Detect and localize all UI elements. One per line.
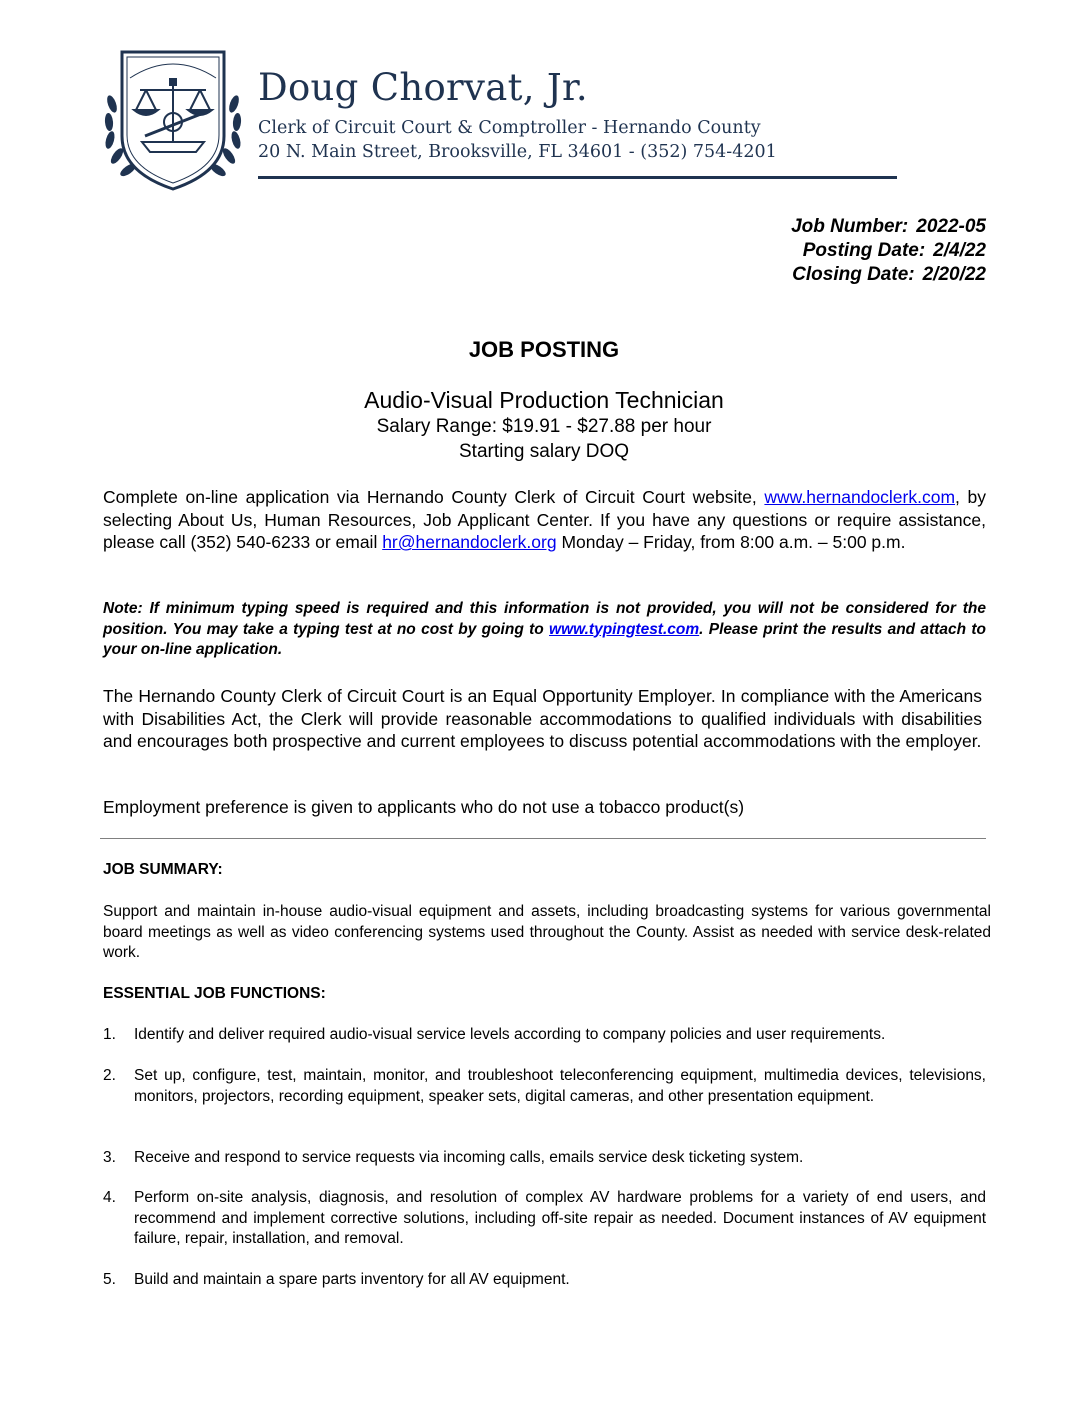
- list-item-text: Perform on-site analysis, diagnosis, and resolution of complex AV hardware problems for a variety of end users, and recommend and implement corrective solutions, including off-site repair as needed. Document instances of AV equipment failure, repair, installation, and removal.: [134, 1189, 986, 1247]
- position-title: Audio-Visual Production Technician: [364, 387, 724, 413]
- starting-salary: Starting salary DOQ: [459, 441, 629, 462]
- posting-date-value: 2/4/22: [933, 240, 986, 261]
- page-title: JOB POSTING: [468, 337, 620, 362]
- clerk-address: 20 N. Main Street, Brooksville, FL 34601 - (352) 754-4201: [258, 142, 777, 162]
- list-item-number: 4.: [103, 1189, 116, 1206]
- closing-date-label: Closing Date:: [792, 264, 915, 285]
- list-item: [103, 1188, 986, 1250]
- list-item-text: Receive and respond to service requests via incoming calls, emails service desk ticketing system.: [134, 1149, 804, 1166]
- job-number-line: [586, 216, 986, 238]
- tobacco-statement: Employment preference is given to applicants who do not use a tobacco product(s): [103, 797, 745, 817]
- apply-text-3: Monday – Friday, from 8:00 a.m. – 5:00 p.m.: [556, 532, 906, 552]
- list-item: [103, 1066, 986, 1107]
- application-instructions: [103, 486, 986, 554]
- posting-date-label: Posting Date:: [802, 240, 926, 261]
- list-item-text: Set up, configure, test, maintain, monitor, and troubleshoot teleconferencing equipment, multimedia devices, televisions, monitors, projectors, recording equipment, speaker sets, digital cameras, and other presentation equipment.: [134, 1067, 986, 1105]
- note-text-1: Note: If minimum typing speed is required and this information is not provided, you will not be considered for the position. You may take a typing test at no cost by going to: [103, 600, 986, 638]
- eeo-statement: The Hernando County Clerk of Circuit Court is an Equal Opportunity Employer. In compliance with the Americans with Disabilities Act, the Clerk will provide reasonable accommodations to qualified individuals with disabilities and encourages both prospective and current employees to discuss potential accommodations with the employer.: [103, 686, 982, 751]
- list-item-number: 5.: [103, 1271, 116, 1288]
- salary-range: Salary Range: $19.91 - $27.88 per hour: [376, 416, 712, 437]
- summary-heading: JOB SUMMARY:: [103, 861, 223, 878]
- email-link[interactable]: hr@hernandoclerk.org: [382, 532, 557, 552]
- clerk-title: Clerk of Circuit Court & Comptroller - Hernando County: [258, 118, 761, 138]
- list-item: [103, 1025, 986, 1046]
- letterhead-rule: [258, 176, 897, 179]
- list-item-text: Identify and deliver required audio-visual service levels according to company policies and user requirements.: [134, 1026, 886, 1043]
- clerk-name: Doug Chorvat, Jr.: [258, 66, 588, 109]
- note-text-2: . Please print the results and attach to your on-line application.: [103, 620, 986, 658]
- posting-date-line: [586, 240, 986, 262]
- section-divider: [100, 838, 986, 839]
- list-item-text: Build and maintain a spare parts inventory for all AV equipment.: [134, 1271, 570, 1288]
- list-item: [103, 1148, 986, 1169]
- website-link[interactable]: www.hernandoclerk.com: [764, 487, 956, 507]
- job-number-label: Job Number:: [791, 216, 909, 237]
- apply-text-2: , by selecting About Us, Human Resources, Job Applicant Center. If you have any questions or require assistance, please call (352) 540-6233 or email: [103, 487, 986, 552]
- typing-note: [103, 599, 986, 661]
- list-item-number: 2.: [103, 1067, 116, 1084]
- list-item: [103, 1270, 986, 1291]
- clerk-of-court-seal-icon: [100, 44, 246, 192]
- list-item-number: 3.: [103, 1149, 116, 1166]
- job-number-value: 2022-05: [916, 216, 986, 237]
- summary-text: Support and maintain in-house audio-visual equipment and assets, including broadcasting systems for various governmental board meetings as well as video conferencing systems used throughout the County. Assist as needed with service desk-related work.: [103, 903, 991, 961]
- functions-heading: ESSENTIAL JOB FUNCTIONS:: [103, 985, 326, 1002]
- typing-test-link[interactable]: www.typingtest.com: [549, 620, 700, 638]
- list-item-number: 1.: [103, 1026, 116, 1043]
- apply-text-1: Complete on-line application via Hernando County Clerk of Circuit Court website,: [103, 487, 765, 507]
- closing-date-value: 2/20/22: [922, 264, 986, 285]
- closing-date-line: [586, 264, 986, 286]
